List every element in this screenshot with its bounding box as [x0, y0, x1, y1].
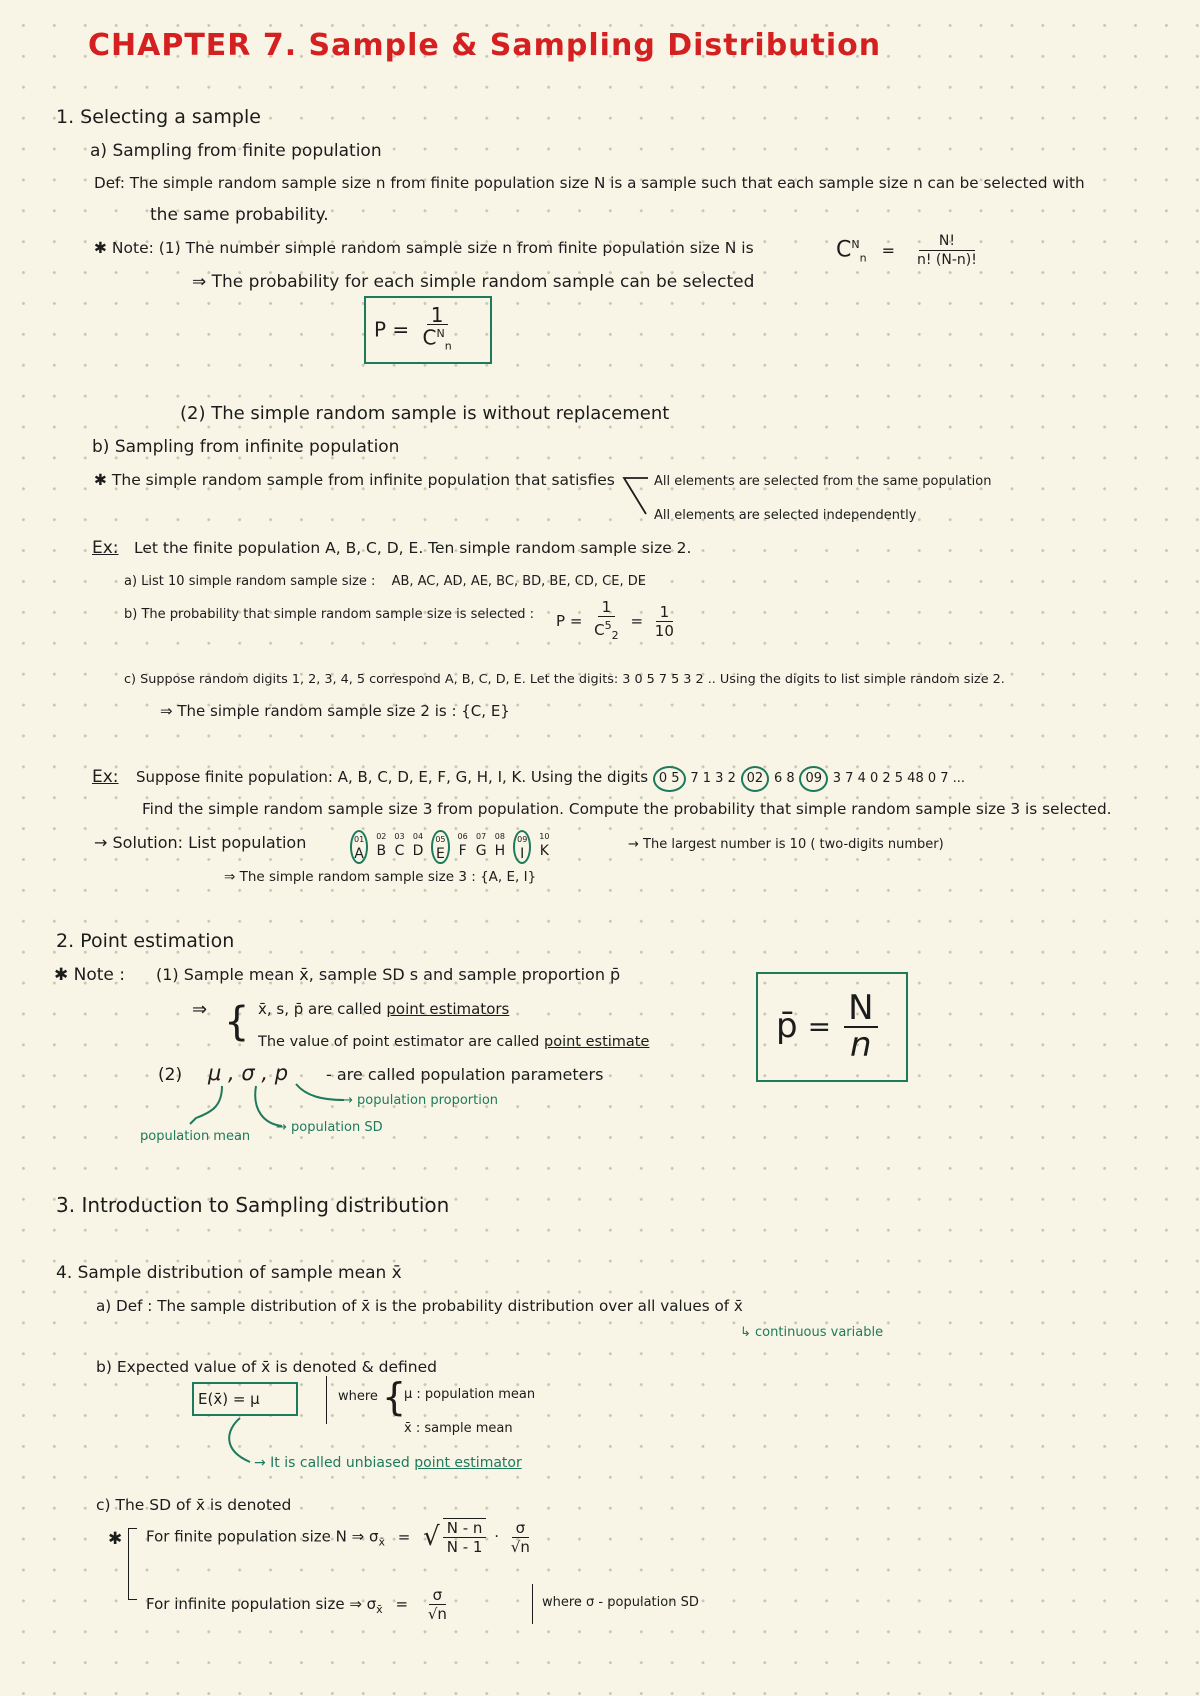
- combination-sub: n: [859, 251, 867, 265]
- example-2-line-1: [136, 766, 965, 792]
- example-1c: c) Suppose random digits 1, 2, 3, 4, 5 correspond A, B, C, D, E. Let the digits: 3 0 5 7 5 3 2 .. Using the digits to list simple random size 2.: [124, 672, 1005, 687]
- population-letter: [413, 830, 424, 864]
- circled-digits-3: 09: [799, 766, 828, 792]
- example-1a-text: a) List 10 simple random sample size :: [124, 574, 376, 589]
- annotation-population-sd: → population SD: [276, 1120, 383, 1135]
- population-letter: [350, 830, 368, 864]
- solution-label: → Solution: List population: [94, 833, 307, 852]
- box-den-sup: N: [436, 327, 445, 340]
- example-2-result: ⇒ The simple random sample size 3 : {A, E, I}: [224, 869, 537, 885]
- infinite-sd-eq: =: [395, 1595, 409, 1613]
- finite-sd-eq: =: [397, 1527, 411, 1546]
- example-2-label: Ex:: [92, 767, 119, 787]
- factorial-numerator: N!: [919, 232, 975, 251]
- infinite-sigma-fraction: [424, 1586, 451, 1623]
- example-1b-eq: =: [630, 612, 644, 630]
- mean-arrow: [190, 1086, 222, 1124]
- infinite-sd-formula: [146, 1586, 454, 1623]
- example-1b-p: P =: [556, 612, 583, 630]
- infinite-where-bar: [532, 1584, 533, 1624]
- population-letter-number: 10: [539, 832, 550, 841]
- point-estimators-term: point estimators: [386, 1000, 510, 1018]
- population-letter-char: B: [376, 843, 387, 859]
- unbiased-arrow: [229, 1418, 250, 1462]
- population-letter-number: 01: [354, 835, 365, 844]
- combination-sup: N: [851, 238, 860, 251]
- annotation-population-proportion: → population proportion: [342, 1093, 499, 1108]
- unbiased-annotation: [254, 1452, 522, 1474]
- condition-bracket: [624, 478, 648, 514]
- population-letter-number: 06: [457, 832, 468, 841]
- population-letter-number: 07: [476, 832, 487, 841]
- population-letter: [476, 830, 487, 864]
- population-letter-char: K: [539, 843, 549, 859]
- combination-formula: [836, 230, 984, 274]
- star-mark: ✱: [108, 1529, 123, 1549]
- population-letters: [350, 826, 549, 860]
- expected-value-box: [192, 1382, 298, 1416]
- box-denominator: [419, 325, 456, 356]
- section-4c: c) The SD of x̄ is denoted: [96, 1496, 292, 1514]
- proportion-numerator: N: [844, 990, 877, 1028]
- example-1b-den: [590, 617, 622, 645]
- brace: {: [224, 999, 250, 1045]
- section-4b: b) Expected value of x̄ is denoted & defined: [96, 1358, 438, 1376]
- infinite-population-text: ✱ The simple random sample from infinite population that satisfies: [94, 471, 615, 489]
- population-letter-number: 08: [494, 832, 505, 841]
- where-label: where: [338, 1389, 378, 1404]
- infinite-condition-2: All elements are selected independently: [654, 508, 917, 523]
- example-1b-text: b) The probability that simple random sample size is selected :: [124, 607, 535, 622]
- population-letter-char: I: [520, 846, 525, 862]
- population-letter: [539, 830, 549, 864]
- factorial-fraction: [913, 232, 981, 269]
- infinite-sd-sub: x̄: [376, 1603, 383, 1616]
- proportion-arrow: [296, 1084, 344, 1100]
- proportion-denominator: n: [850, 1025, 872, 1065]
- population-letter-char: C: [394, 843, 405, 859]
- section-4a: a) Def : The sample distribution of x̄ is the probability distribution over all values of x̄: [96, 1297, 743, 1315]
- infinite-sigma-num: σ: [429, 1586, 447, 1605]
- finite-sd-text: For finite population size N ⇒ σ: [146, 1527, 379, 1546]
- population-letter-number: 05: [435, 835, 446, 844]
- population-letter-char: F: [458, 843, 467, 859]
- population-letter-number: 09: [517, 835, 528, 844]
- where-brace: {: [382, 1375, 407, 1419]
- combination-symbol: C: [836, 237, 852, 263]
- where-item-2: x̄ : sample mean: [404, 1421, 513, 1436]
- example-1b-num2: 1: [656, 603, 674, 622]
- probability-formula-box: [364, 296, 492, 364]
- section-3-heading: 3. Introduction to Sampling distribution: [56, 1193, 450, 1217]
- proportion-formula-box: [756, 972, 908, 1082]
- example-1b-fraction-1: [590, 598, 622, 645]
- p-bar-symbol: p̄: [776, 1006, 798, 1046]
- section-1-heading: 1. Selecting a sample: [56, 106, 261, 128]
- infinite-sd-text: For infinite population size ⇒ σ: [146, 1595, 377, 1613]
- bullet-1-text: x̄, s, p̄ are called: [258, 1000, 382, 1018]
- section-2-note-2-label: (2): [158, 1065, 183, 1085]
- example-1b-den-sup: 5: [604, 619, 612, 632]
- unbiased-point-estimator-term: point estimator: [414, 1455, 522, 1471]
- bullet-point-estimators: [258, 998, 509, 1020]
- infinite-condition-1: All elements are selected from the same population: [654, 474, 992, 489]
- population-letter: [394, 830, 404, 864]
- population-letter-char: D: [412, 843, 424, 859]
- example-1b-num: 1: [598, 598, 616, 617]
- finite-sigma-den: √n: [510, 1537, 530, 1556]
- note-1-text: ✱ Note: (1) The number simple random sample size n from finite population size N is: [94, 239, 754, 257]
- population-letter-char: H: [494, 843, 506, 859]
- section-2-note-1: (1) Sample mean x̄, sample SD s and sample proportion p̄: [156, 965, 621, 984]
- annotation-population-mean: population mean: [140, 1129, 251, 1144]
- box-p-label: P =: [374, 317, 410, 342]
- digits-middle-1: 7 1 3 2: [690, 771, 736, 786]
- section-2-heading: 2. Point estimation: [56, 930, 235, 952]
- example-2-line-1-text: Suppose finite population: A, B, C, D, E, F, G, H, I, K. Using the digits: [136, 768, 649, 786]
- solution-note: → The largest number is 10 ( two-digits number): [628, 837, 944, 852]
- circled-digits-2: 02: [741, 766, 770, 792]
- finite-sigma-num: σ: [512, 1519, 530, 1538]
- example-1b: [124, 604, 534, 626]
- where-bar: [326, 1376, 327, 1424]
- finite-sqrt-den: N - 1: [446, 1538, 483, 1556]
- proportion-formula: [776, 988, 881, 1065]
- parameter-symbols: μ , σ , p: [208, 1061, 289, 1085]
- population-letter-char: G: [475, 843, 487, 859]
- box-den-symbol: C: [422, 325, 437, 350]
- population-letter-list: [350, 830, 549, 864]
- finite-sqrt-num: N - n: [443, 1519, 487, 1538]
- example-1-label: Ex:: [92, 538, 119, 558]
- finite-sd-sub: x̄: [378, 1535, 385, 1549]
- population-letter-char: A: [354, 846, 364, 862]
- implies-arrow: ⇒: [192, 999, 208, 1020]
- definition-line-1: Def: The simple random sample size n from finite population size N is a sample such that each sample size n can be selected with: [94, 174, 1085, 192]
- proportion-equals: =: [807, 1009, 832, 1043]
- finite-sigma-fraction: [507, 1519, 534, 1556]
- example-1c-result: ⇒ The simple random sample size 2 is : {C, E}: [160, 702, 510, 720]
- probability-line: ⇒ The probability for each simple random sample can be selected: [192, 272, 755, 292]
- factorial-denominator: n! (N-n)!: [917, 251, 977, 268]
- example-1-text: Let the finite population A, B, C, D, E. Ten simple random sample size 2.: [134, 539, 692, 557]
- digits-end: 3 7 4 0 2 5 48 0 7 ...: [832, 771, 966, 786]
- section-4-heading: 4. Sample distribution of sample mean x̄: [56, 1263, 402, 1283]
- infinite-sigma-den: √n: [427, 1605, 447, 1623]
- point-estimate-term: point estimate: [544, 1034, 650, 1050]
- box-numerator: 1: [427, 306, 448, 325]
- population-letter-number: 03: [394, 832, 405, 841]
- example-1b-den-sub: 2: [611, 629, 619, 642]
- combination-equals: =: [881, 241, 895, 261]
- population-letter: [458, 830, 468, 864]
- section-2-note-label: ✱ Note :: [54, 965, 126, 985]
- where-item-1: μ : population mean: [404, 1387, 536, 1402]
- example-1a: [124, 571, 646, 593]
- subsection-1a-heading: a) Sampling from finite population: [90, 141, 382, 161]
- circled-digits-1: 0 5: [653, 766, 686, 792]
- finite-sd-formula: [146, 1518, 537, 1556]
- example-1b-den2: 10: [654, 622, 674, 640]
- bracket-left: [128, 1528, 137, 1600]
- example-2-line-2: Find the simple random sample size 3 from population. Compute the probability that simple random sample size 3 is selected.: [142, 800, 1112, 818]
- box-fraction: [419, 303, 456, 356]
- sqrt-sign: √: [423, 1522, 440, 1552]
- population-letter: [513, 830, 531, 864]
- parameters-text: - are called population parameters: [326, 1065, 604, 1084]
- example-1b-den-symbol: C: [594, 621, 605, 639]
- population-letter-char: E: [436, 846, 445, 862]
- finite-dot: ·: [494, 1527, 499, 1546]
- bullet-2-text: The value of point estimator are called: [258, 1034, 540, 1050]
- infinite-where-text: where σ - population SD: [542, 1595, 699, 1610]
- population-letter: [376, 830, 386, 864]
- definition-line-2: the same probability.: [150, 205, 329, 225]
- finite-sqrt-fraction: [443, 1518, 487, 1556]
- population-letter-number: 04: [412, 832, 424, 841]
- proportion-fraction: [844, 988, 877, 1065]
- note-2: (2) The simple random sample is without replacement: [180, 403, 670, 424]
- box-den-sub: n: [444, 339, 452, 353]
- example-1a-list: AB, AC, AD, AE, BC, BD, BE, CD, CE, DE: [391, 574, 646, 589]
- digits-middle-2: 6 8: [773, 771, 795, 786]
- expected-value-formula: E(x̄) = μ: [198, 1390, 260, 1408]
- probability-formula: [374, 303, 459, 356]
- page-title: CHAPTER 7. Sample & Sampling Distribution: [88, 28, 882, 63]
- population-letter: [431, 830, 449, 864]
- population-letter-number: 02: [376, 832, 387, 841]
- population-letter: [495, 830, 506, 864]
- continuous-variable-annotation: ↳ continuous variable: [740, 1325, 884, 1340]
- subsection-1b-heading: b) Sampling from infinite population: [92, 437, 400, 457]
- bullet-point-estimate: [258, 1031, 649, 1053]
- example-1b-fraction-2: [651, 603, 678, 640]
- example-1b-formula: [556, 598, 681, 645]
- unbiased-annotation-text: → It is called unbiased: [254, 1455, 410, 1471]
